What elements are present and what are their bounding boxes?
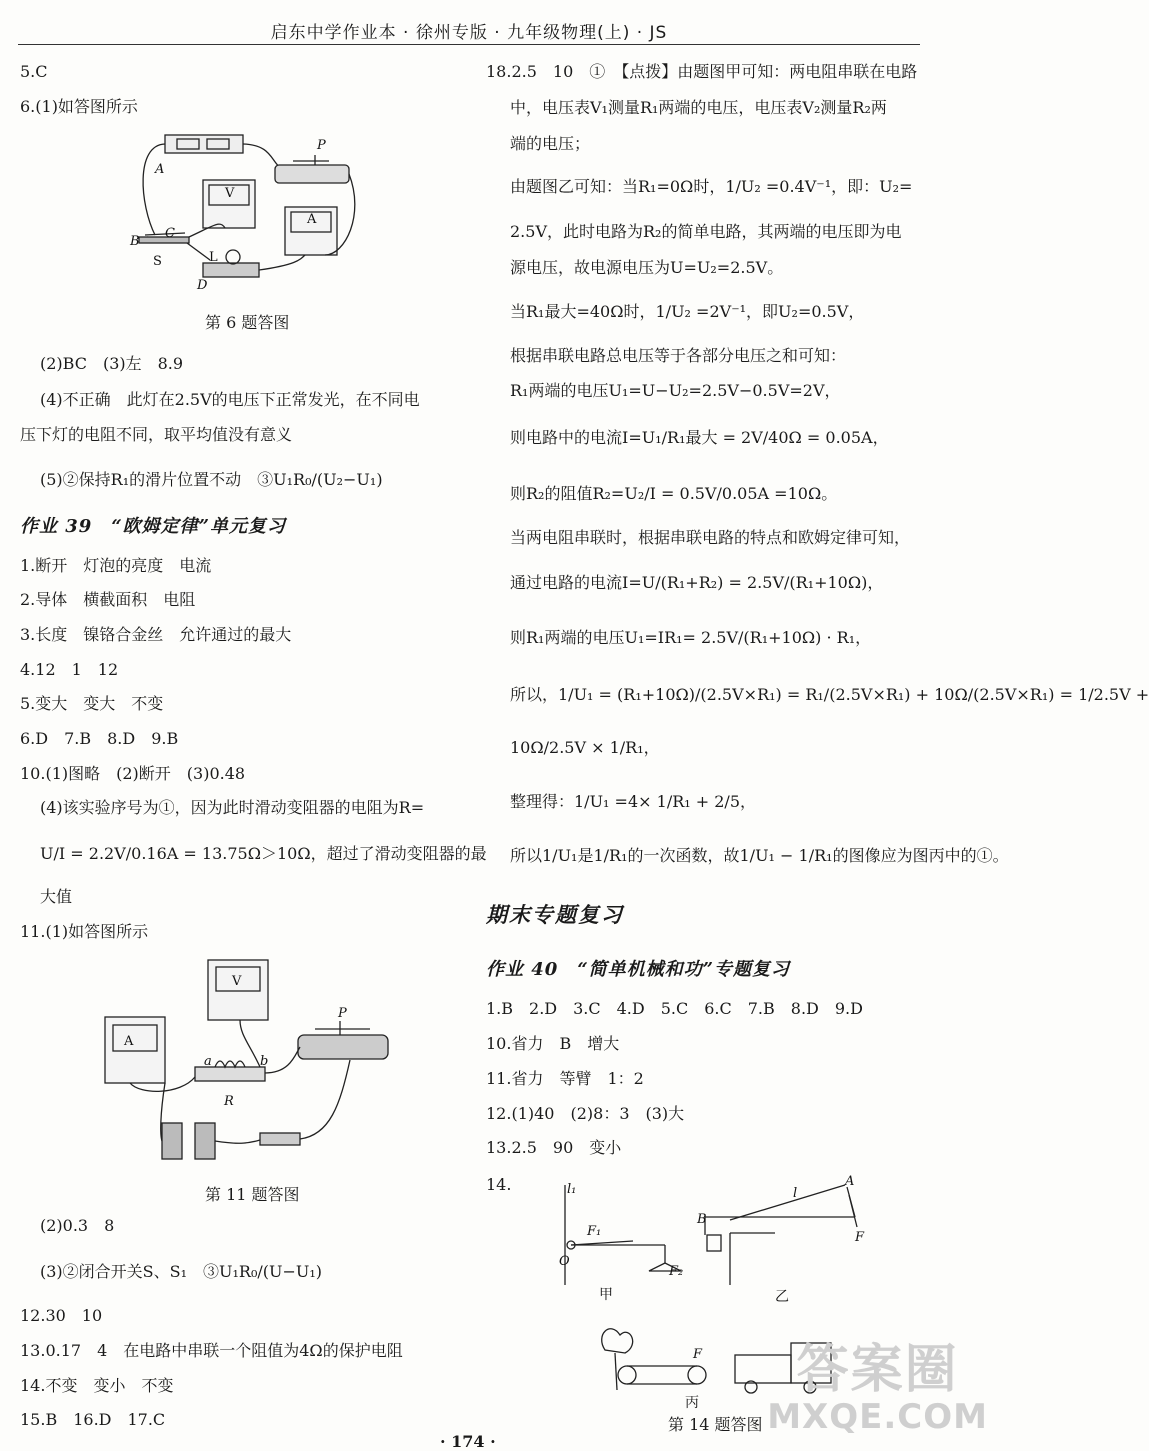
svg-text:l₁: l₁ <box>567 1182 577 1197</box>
circuit-diagram-6 <box>125 125 365 300</box>
answer-line: 压下灯的电阻不同，取平均值没有意义 <box>20 425 293 444</box>
answer-line: 由题图乙可知：当R₁=0Ω时，1/U₂ =0.4V⁻¹，即：U₂= <box>510 177 913 196</box>
figure-6-caption: 第 6 题答图 <box>205 313 290 332</box>
answer-line: 则R₂的阻值R₂=U₂/I = 0.5V/0.05A =10Ω。 <box>510 484 838 503</box>
answer-line: 所以，1/U₁ = (R₁+10Ω)/(2.5V×R₁) = R₁/(2.5V×R₁) + 10Ω/(2.5V×R₁) = 1/2.5V + <box>510 685 1149 704</box>
answer-line: 中，电压表V₁测量R₁两端的电压，电压表V₂测量R₂两 <box>510 98 887 117</box>
answer-line: 根据串联电路总电压等于各部分电压之和可知： <box>510 346 847 365</box>
answer-line: 13.2.5 90 变小 <box>486 1138 622 1157</box>
header-title: 启东中学作业本 · 徐州专版 · 九年级物理(上) · JS <box>270 23 668 43</box>
svg-text:A: A <box>845 1174 855 1189</box>
svg-text:A: A <box>124 1034 134 1049</box>
svg-text:R: R <box>224 1094 234 1109</box>
svg-text:V: V <box>232 974 242 989</box>
answer-line: 1.B 2.D 3.C 4.D 5.C 6.C 7.B 8.D 9.D <box>486 999 863 1018</box>
answer-line: 18.2.5 10 ① 【点拨】由题图甲可知：两电阻串联在电路 <box>486 62 918 81</box>
svg-text:B: B <box>130 234 140 249</box>
svg-text:D: D <box>197 278 208 293</box>
label-yi: 乙 <box>775 1289 789 1305</box>
page-header <box>18 10 920 45</box>
section-heading-40: 作业 40 “简单机械和功”专题复习 <box>486 959 791 980</box>
answer-line: 13.0.17 4 在电路中串联一个阻值为4Ω的保护电阻 <box>20 1341 403 1360</box>
answer-line: 15.B 16.D 17.C <box>20 1410 166 1429</box>
answer-line: U/I = 2.2V/0.16A = 13.75Ω＞10Ω，超过了滑动变阻器的最 <box>40 844 487 863</box>
answer-line: 14.不变 变小 不变 <box>20 1376 174 1395</box>
svg-text:V: V <box>225 186 235 201</box>
watermark-line2: MXQE.COM <box>767 1397 988 1437</box>
svg-text:S: S <box>153 254 162 269</box>
answer-line: 通过电路的电流I=U/(R₁+R₂) = 2.5V/(R₁+10Ω)， <box>510 573 884 592</box>
answer-line: 4.12 1 12 <box>20 660 119 679</box>
svg-text:F: F <box>693 1347 703 1362</box>
svg-text:a: a <box>204 1054 212 1069</box>
svg-text:B: B <box>697 1212 707 1227</box>
svg-text:A: A <box>155 162 165 177</box>
answer-line: (5)②保持R₁的滑片位置不动 ③U₁R₀/(U₂−U₁) <box>40 470 383 489</box>
answer-line: 整理得：1/U₁ =4× 1/R₁ + 2/5， <box>510 792 756 811</box>
answer-line: 当两电阻串联时，根据串联电路的特点和欧姆定律可知， <box>510 528 911 547</box>
svg-text:C: C <box>165 226 175 241</box>
answer-line: (2)BC (3)左 8.9 <box>40 354 184 373</box>
answer-line: 端的电压； <box>510 134 591 153</box>
svg-text:P: P <box>338 1006 347 1021</box>
answer-line: 所以1/U₁是1/R₁的一次函数，故1/U₁ − 1/R₁的图像应为图丙中的①。 <box>510 846 1009 865</box>
section-heading-39: 作业 39 “欧姆定律”单元复习 <box>20 516 287 537</box>
answer-line: R₁两端的电压U₁=U−U₂=2.5V−0.5V=2V， <box>510 381 841 400</box>
answer-line: 14. <box>486 1175 512 1194</box>
label-bing: 丙 <box>685 1395 699 1411</box>
answer-line: 2.导体 横截面积 电阻 <box>20 590 196 609</box>
answer-line: 则电路中的电流I=U₁/R₁最大 = 2V/40Ω = 0.05A， <box>510 428 889 447</box>
label-jia: 甲 <box>599 1287 613 1303</box>
svg-text:F₁: F₁ <box>587 1224 602 1239</box>
answer-line: (4)不正确 此灯在2.5V的电压下正常发光，在不同电 <box>40 390 420 409</box>
answer-line: (4)该实验序号为①，因为此时滑动变阻器的电阻为R= <box>40 798 425 817</box>
answer-line: 当R₁最大=40Ω时，1/U₂ =2V⁻¹，即U₂=0.5V， <box>510 302 865 321</box>
answer-line: 10.(1)图略 (2)断开 (3)0.48 <box>20 764 246 783</box>
svg-text:F: F <box>855 1230 865 1245</box>
svg-text:b: b <box>260 1054 269 1069</box>
svg-text:P: P <box>317 138 326 153</box>
answer-line: 10.省力 B 增大 <box>486 1034 620 1053</box>
answer-line: 1.断开 灯泡的亮度 电流 <box>20 556 212 575</box>
answer-line: 12.30 10 <box>20 1306 103 1325</box>
answer-line: (2)0.3 8 <box>40 1216 115 1235</box>
answer-line: 6.(1)如答图所示 <box>20 97 138 116</box>
svg-text:A: A <box>307 212 317 227</box>
answer-line: 11.省力 等臂 1：2 <box>486 1069 644 1088</box>
watermark-line1: 答案圈 <box>796 1340 959 1400</box>
circuit-diagram-11 <box>100 955 410 1175</box>
svg-text:F₂: F₂ <box>669 1264 684 1279</box>
svg-text:O: O <box>559 1254 570 1269</box>
answer-line: 12.(1)40 (2)8：3 (3)大 <box>486 1104 685 1123</box>
answer-line: (3)②闭合开关S、S₁ ③U₁R₀/(U−U₁) <box>40 1262 323 1281</box>
answer-line: 大值 <box>40 887 73 906</box>
answer-line: 2.5V，此时电路为R₂的简单电路，其两端的电压即为电 <box>510 222 902 241</box>
answer-line: 6.D 7.B 8.D 9.B <box>20 729 179 748</box>
answer-line: 则R₁两端的电压U₁=IR₁= 2.5V/(R₁+10Ω) · R₁， <box>510 628 872 647</box>
watermark <box>767 1340 988 1437</box>
figure-11-caption: 第 11 题答图 <box>205 1185 300 1204</box>
answer-line: 11.(1)如答图所示 <box>20 922 149 941</box>
answer-line: 3.长度 镍铬合金丝 允许通过的最大 <box>20 625 292 644</box>
section-heading-final-review: 期末专题复习 <box>486 902 624 927</box>
svg-text:L: L <box>209 250 218 265</box>
answer-line: 10Ω/2.5V × 1/R₁， <box>510 738 660 757</box>
answer-line: 源电压，故电源电压为U=U₂=2.5V。 <box>510 258 784 277</box>
answer-line: 5.变大 变大 不变 <box>20 694 164 713</box>
svg-text:l: l <box>793 1186 798 1201</box>
answer-line: 5.C <box>20 62 48 81</box>
figure-14-caption: 第 14 题答图 <box>668 1415 763 1434</box>
page-number: · 174 · <box>440 1432 496 1451</box>
